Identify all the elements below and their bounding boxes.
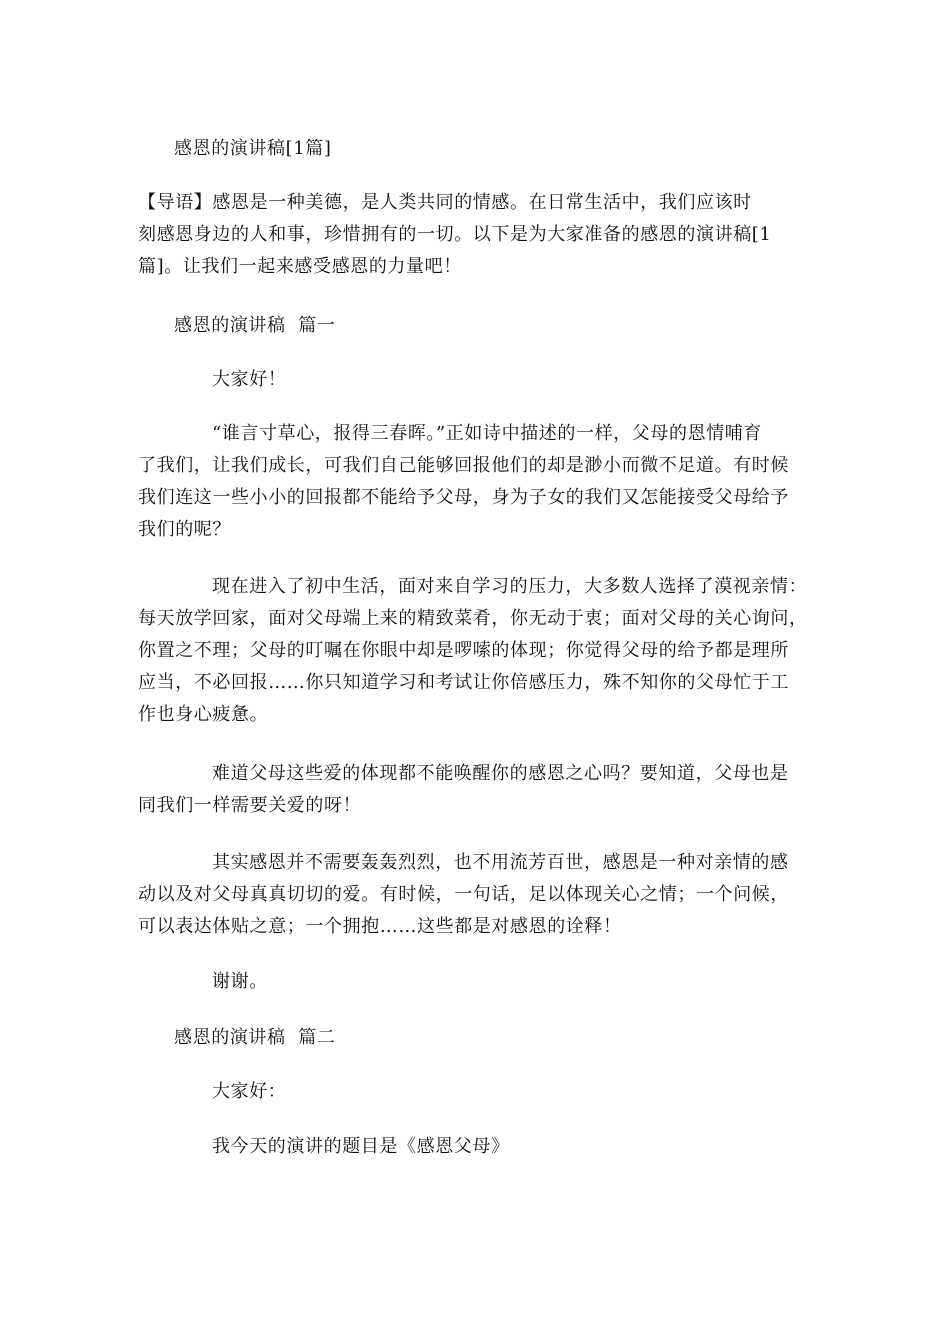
paragraph-line: “谁言寸草心，报得三春晖。”正如诗中描述的一样，父母的恩情哺育: [212, 423, 763, 444]
paragraph-line: 现在进入了初中生活，面对来自学习的压力，大多数人选择了漠视亲情：: [212, 576, 808, 597]
section1-paragraph-1: [138, 418, 789, 546]
section2-paragraph-1: 我今天的演讲的题目是《感恩父母》: [212, 1136, 510, 1157]
section2-greeting: 大家好：: [212, 1081, 287, 1102]
section1-heading: 感恩的演讲稿 篇一: [174, 315, 336, 336]
section1-greeting: 大家好！: [212, 369, 287, 390]
paragraph-line: 可以表达体贴之意；一个拥抱……这些都是对感恩的诠释！: [138, 916, 622, 937]
paragraph-line: 作也身心疲惫。: [138, 704, 269, 725]
section1-closing: 谢谢。: [212, 971, 268, 992]
section1-paragraph-4: [138, 847, 789, 943]
paragraph-line: 你置之不理；父母的叮嘱在你眼中却是啰嗦的体现；你觉得父母的给予都是理所: [138, 640, 789, 661]
intro-line: 【导语】感恩是一种美德，是人类共同的情感。在日常生活中，我们应该时: [138, 192, 752, 213]
paragraph-line: 同我们一样需要关爱的呀！: [138, 795, 362, 816]
paragraph-line: 我们连这一些小小的回报都不能给予父母，身为子女的我们又怎能接受父母给予: [138, 487, 789, 508]
intro-line: 篇]。让我们一起来感受感恩的力量吧！: [138, 256, 462, 277]
paragraph-line: 动以及对父母真真切切的爱。有时候，一句话，足以体现关心之情；一个问候，: [138, 884, 789, 905]
paragraph-line: 每天放学回家，面对父母端上来的精致菜肴，你无动于衷；面对父母的关心询问，: [138, 608, 808, 629]
section1-paragraph-2: [138, 571, 808, 731]
paragraph-line: 了我们，让我们成长，可我们自己能够回报他们的却是渺小而微不足道。有时候: [138, 455, 789, 476]
paragraph-line: 难道父母这些爱的体现都不能唤醒你的感恩之心吗？要知道，父母也是: [212, 763, 789, 784]
intro-paragraph: [138, 187, 771, 283]
intro-line: 刻感恩身边的人和事，珍惜拥有的一切。以下是为大家准备的感恩的演讲稿[1: [138, 224, 772, 245]
paragraph-line: 应当，不必回报……你只知道学习和考试让你倍感压力，殊不知你的父母忙于工: [138, 672, 789, 693]
document-title: 感恩的演讲稿[1篇]: [174, 138, 332, 159]
paragraph-line: 我们的呢？: [138, 519, 231, 540]
section1-paragraph-3: [138, 758, 789, 822]
section2-heading: 感恩的演讲稿 篇二: [174, 1027, 336, 1048]
paragraph-line: 其实感恩并不需要轰轰烈烈，也不用流芳百世，感恩是一种对亲情的感: [212, 852, 789, 873]
